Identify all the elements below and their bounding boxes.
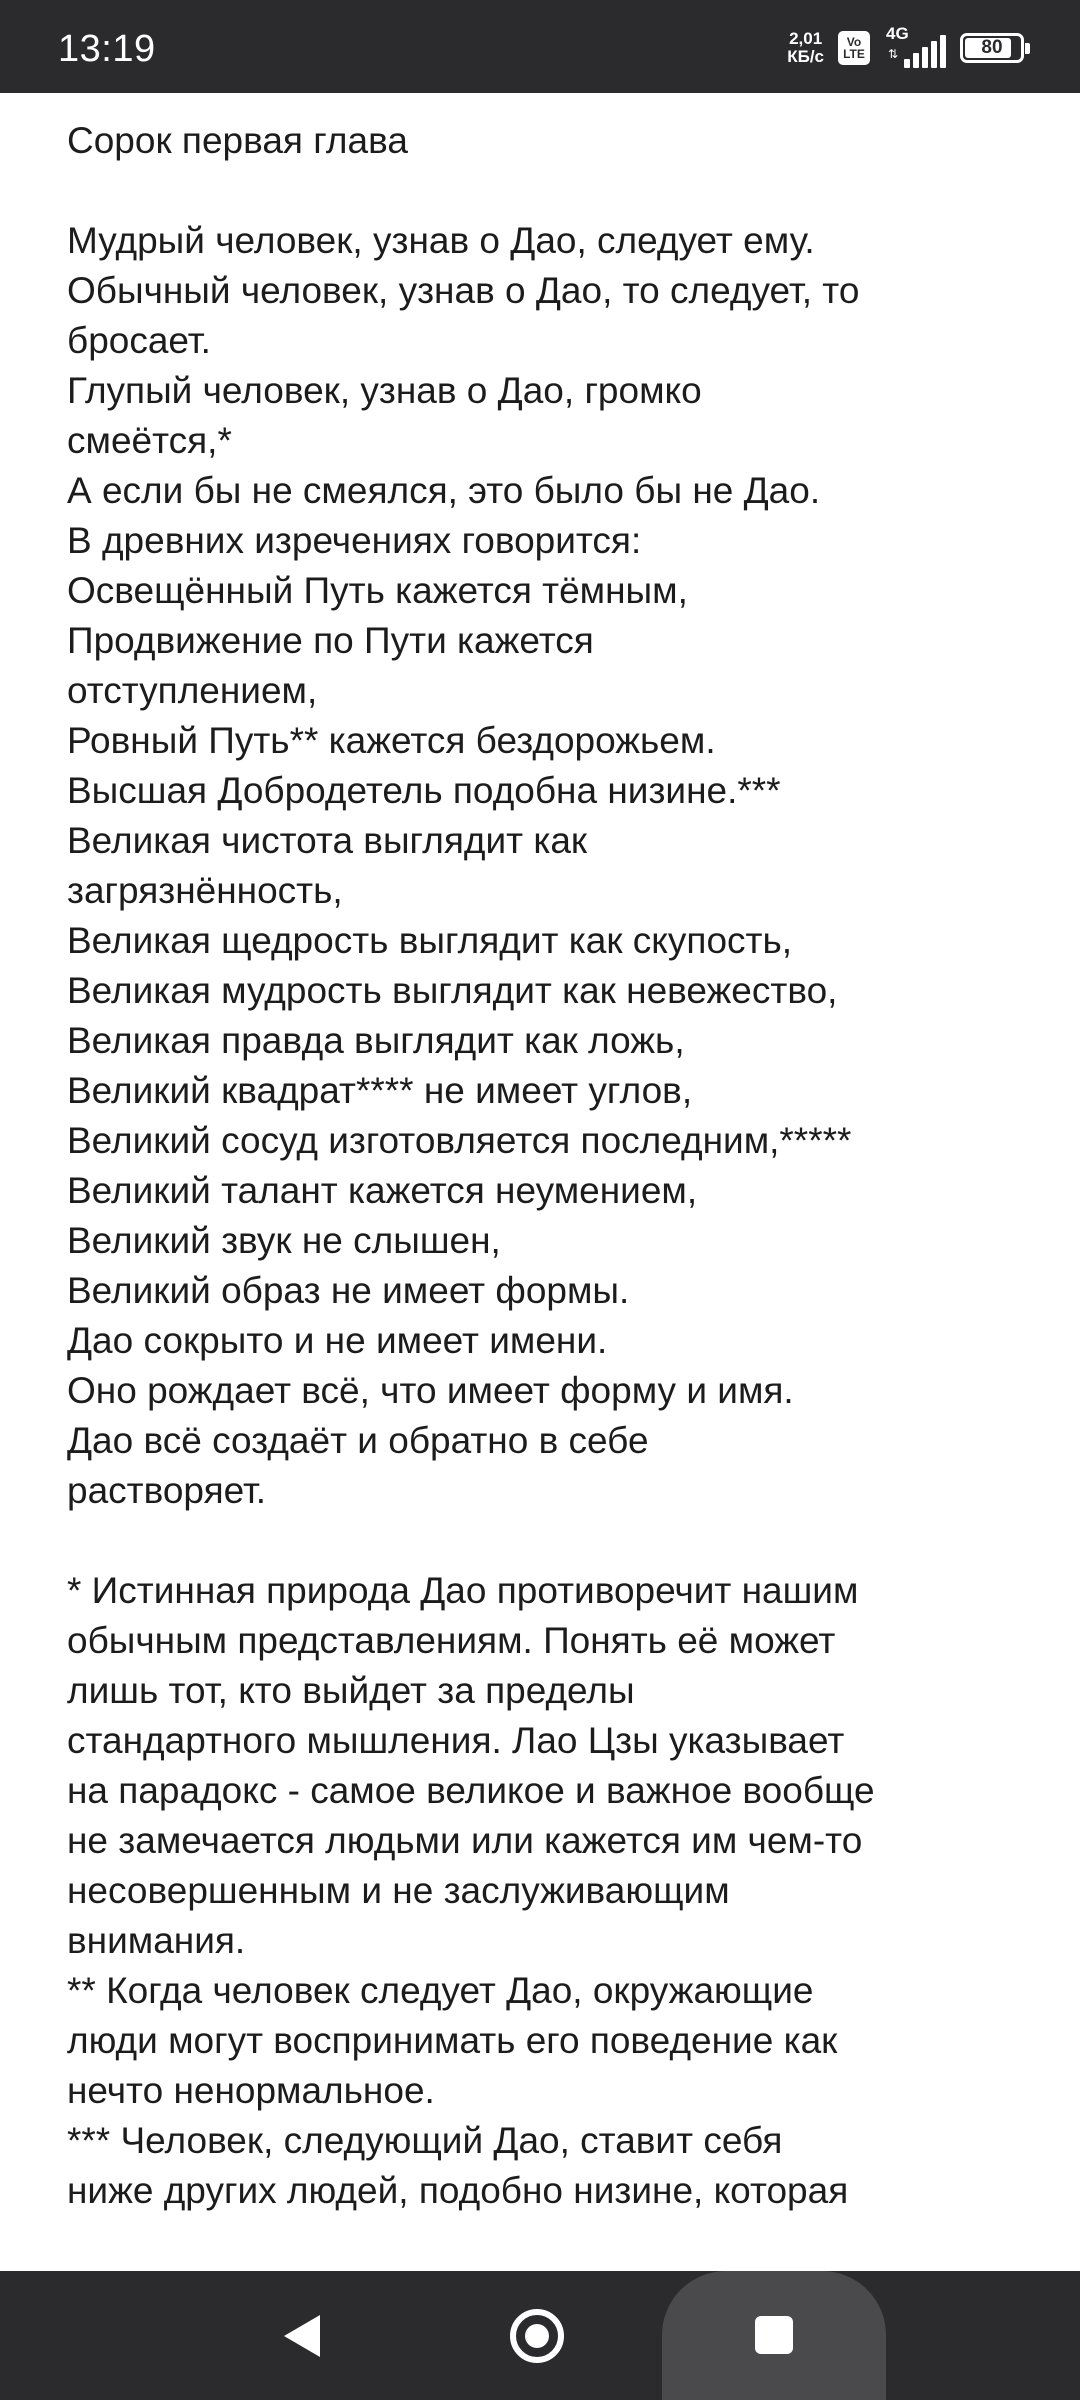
signal-4g-icon	[884, 26, 946, 70]
text-line: Дао сокрыто и не имеет имени.	[67, 1320, 608, 1361]
text-line: Великий сосуд изготовляется последним,*****	[67, 1120, 852, 1161]
text-line: *** Человек, следующий Дао, ставит себя	[67, 2120, 783, 2161]
text-line: ниже других людей, подобно низине, которая	[67, 2170, 849, 2211]
text-line: Освещённый Путь кажется тёмным,	[67, 570, 688, 611]
network-speed-unit: КБ/с	[787, 47, 824, 66]
text-line: * Истинная природа Дао противоречит нашим	[67, 1570, 859, 1611]
network-type-label: 4G	[886, 24, 909, 43]
status-bar	[0, 0, 1080, 93]
status-icons	[787, 24, 1024, 72]
text-line: В древних изречениях говорится:	[67, 520, 642, 561]
text-line: стандартного мышления. Лао Цзы указывает	[67, 1720, 845, 1761]
text-line: люди могут воспринимать его поведение как	[67, 2020, 838, 2061]
volte-icon-top: Vo	[846, 35, 862, 49]
text-line: нечто ненормальное.	[67, 2070, 435, 2111]
text-line: Великий квадрат**** не имеет углов,	[67, 1070, 693, 1111]
text-line: Продвижение по Пути кажется	[67, 620, 594, 661]
text-line: растворяет.	[67, 1470, 267, 1511]
text-line: Глупый человек, узнав о Дао, громко	[67, 370, 702, 411]
text-line: Великий талант кажется неумением,	[67, 1170, 698, 1211]
battery-cap	[1025, 43, 1030, 54]
text-line: обычным представлениям. Понять её может	[67, 1620, 836, 1661]
text-line: Обычный человек, узнав о Дао, то следует, то	[67, 270, 860, 311]
text-line: Великая правда выглядит как ложь,	[67, 1020, 685, 1061]
text-line: лишь тот, кто выйдет за пределы	[67, 1670, 635, 1711]
navigation-bar	[0, 2271, 1080, 2400]
text-line: Оно рождает всё, что имеет форму и имя.	[67, 1370, 794, 1411]
text-line: Сорок первая глава	[67, 120, 408, 161]
text-line: Великий образ не имеет формы.	[67, 1270, 630, 1311]
blank-line	[67, 1516, 1067, 1566]
text-line: внимания.	[67, 1920, 246, 1961]
text-line: Великая чистота выглядит как	[67, 820, 588, 861]
article-text	[67, 93, 1067, 2216]
home-icon[interactable]	[510, 2309, 564, 2363]
text-line: на парадокс - самое великое и важное вообще	[67, 1770, 875, 1811]
text-line: несовершенным и не заслуживающим	[67, 1870, 730, 1911]
text-line: Мудрый человек, узнав о Дао, следует ему.	[67, 220, 815, 261]
signal-bars-icon	[904, 35, 946, 68]
back-icon[interactable]	[282, 2313, 322, 2359]
text-line: Высшая Добродетель подобна низине.***	[67, 770, 781, 811]
text-line: Великий звук не слышен,	[67, 1220, 501, 1261]
volte-icon	[838, 31, 870, 65]
reader-content[interactable]	[0, 93, 1080, 2271]
text-line: смеётся,*	[67, 420, 232, 461]
text-line: Великая щедрость выглядит как скупость,	[67, 920, 793, 961]
text-line: бросает.	[67, 320, 211, 361]
text-line: А если бы не смеялся, это было бы не Дао.	[67, 470, 821, 511]
blank-line	[67, 166, 1067, 216]
battery-level: 80	[981, 37, 1003, 58]
text-line: Великая мудрость выглядит как невежество,	[67, 970, 838, 1011]
network-speed-value: 2,01	[789, 29, 823, 48]
text-line: не замечается людьми или кажется им чем-то	[67, 1820, 863, 1861]
battery-icon	[960, 33, 1024, 63]
status-time: 13:19	[58, 28, 156, 70]
volte-icon-bottom: LTE	[843, 47, 865, 61]
network-speed-indicator	[787, 30, 824, 66]
text-line: загрязнённость,	[67, 870, 343, 911]
text-line: Ровный Путь** кажется бездорожьем.	[67, 720, 716, 761]
text-line: отступлением,	[67, 670, 318, 711]
text-line: ** Когда человек следует Дао, окружающие	[67, 1970, 814, 2011]
recents-icon[interactable]	[755, 2316, 793, 2354]
text-line: Дао всё создаёт и обратно в себе	[67, 1420, 649, 1461]
data-activity-icon: ⇅	[888, 47, 899, 61]
blank-line	[67, 93, 1067, 116]
